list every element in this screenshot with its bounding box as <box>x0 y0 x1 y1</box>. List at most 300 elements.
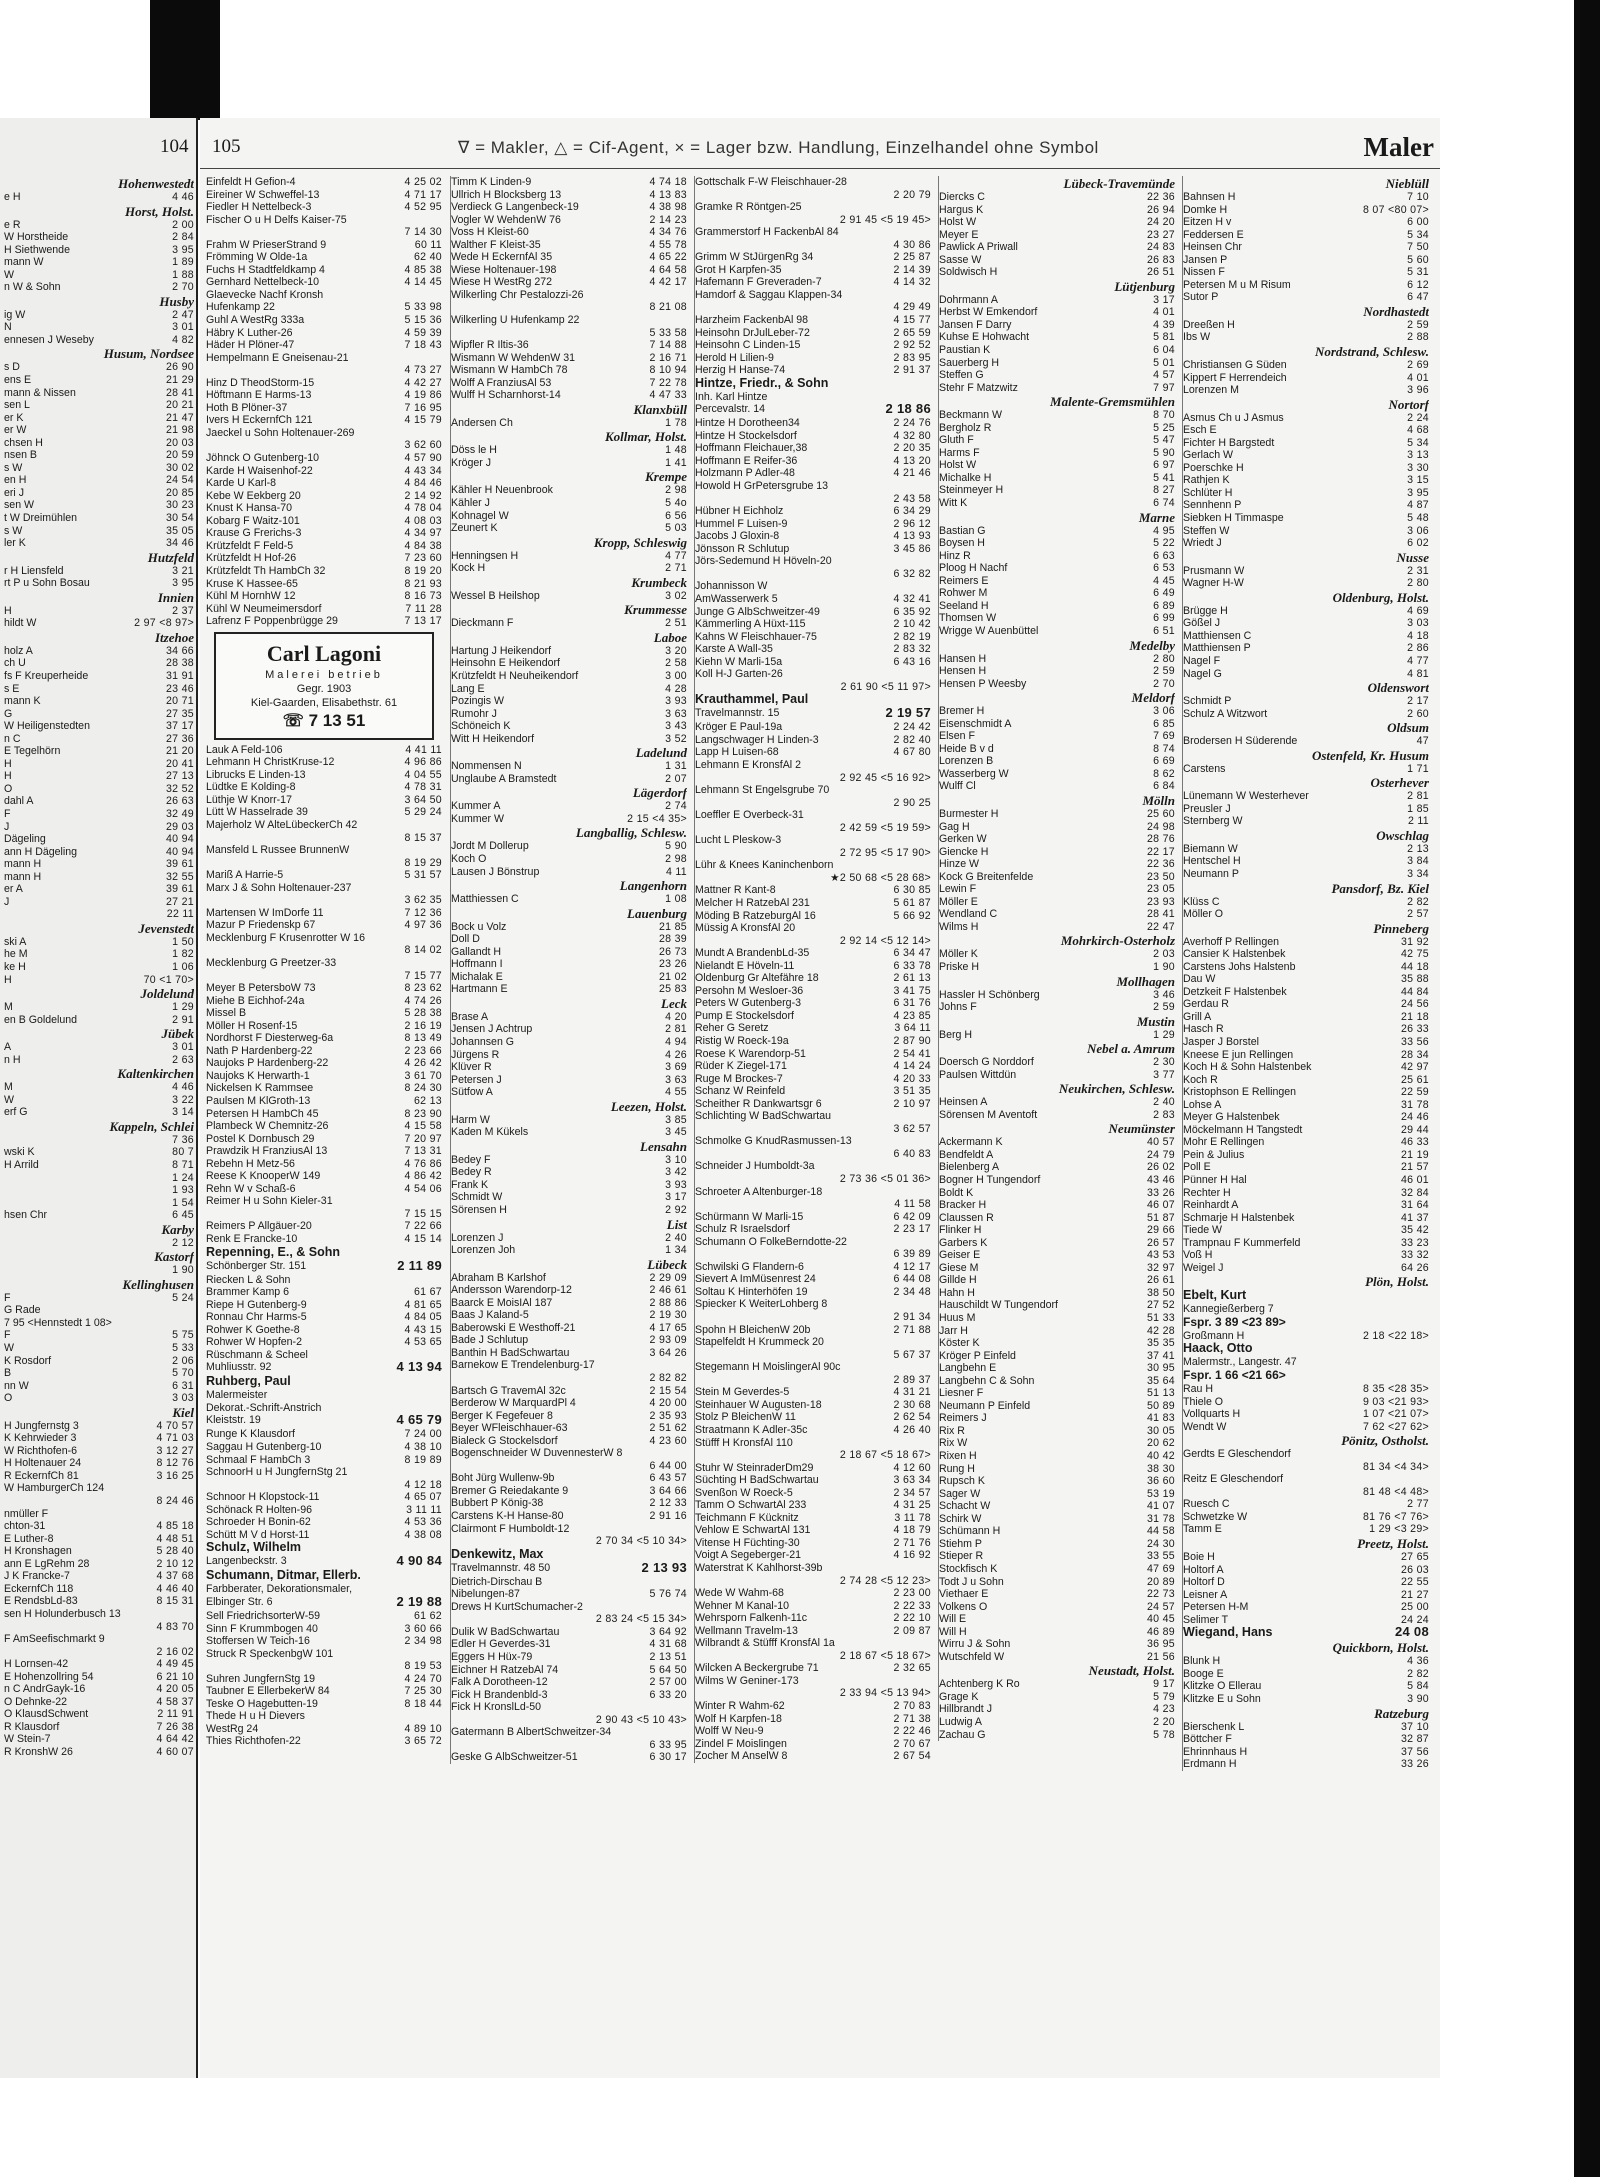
directory-entry <box>1183 331 1429 344</box>
entry-name: Berg H <box>939 1028 972 1041</box>
entry-name: Stein M Geverdes-5 <box>695 1386 790 1399</box>
town-heading: Nebel a. Amrum <box>1087 1041 1175 1057</box>
entry-name <box>451 1535 592 1548</box>
entry-name <box>695 1123 890 1136</box>
entry-phone: 28 76 <box>1146 833 1175 846</box>
directory-entry <box>695 1248 931 1261</box>
directory-entry <box>939 1362 1175 1375</box>
town-heading: Medelby <box>1129 637 1175 653</box>
directory-entry <box>695 593 931 606</box>
entry-phone: 2 61 90 <5 11 97> <box>840 680 931 693</box>
entry-name: Müssig A KronsfAl 20 <box>695 922 796 935</box>
directory-entry <box>206 1183 442 1196</box>
entry-name: Koll H-J Garten-26 <box>695 668 783 681</box>
entry-name: wski K <box>4 1146 35 1159</box>
entry-name: Spiecker K WeiterLohberg 8 <box>695 1298 828 1311</box>
directory-entry <box>1183 565 1429 578</box>
directory-entry <box>1183 1721 1429 1734</box>
directory-entry <box>4 374 194 387</box>
directory-entry <box>939 1096 1175 1109</box>
directory-entry <box>451 301 687 314</box>
directory-entry <box>695 391 931 404</box>
entry-phone: 2 87 90 <box>893 1035 931 1047</box>
entry-phone: 2 92 52 <box>893 339 931 352</box>
entry-phone: 2 13 <box>1407 842 1429 855</box>
entry-phone: 31 64 <box>1400 1199 1429 1212</box>
town-heading: Langballig, Schlesw. <box>575 825 687 841</box>
entry-phone: 38 50 <box>1146 1286 1175 1299</box>
entry-name: Rüder K Ziegel-171 <box>695 1060 787 1073</box>
entry-name: ann E LgRehm 28 <box>4 1557 90 1570</box>
entry-phone: 4 08 03 <box>404 514 442 527</box>
entry-phone: 4 20 33 <box>893 1072 931 1085</box>
directory-entry <box>206 1361 442 1375</box>
directory-entry <box>4 720 194 733</box>
entry-name: Großmann H <box>1183 1329 1245 1342</box>
town-heading: Ladelund <box>635 745 687 761</box>
entry-name: J <box>4 820 10 833</box>
entry-phone: 4 20 05 <box>156 1683 194 1696</box>
entry-name: Doll D <box>451 933 480 946</box>
directory-entry <box>451 1347 687 1360</box>
entry-phone: 4 39 <box>1153 318 1175 331</box>
entry-phone: 3 21 <box>172 564 194 577</box>
directory-entry <box>1183 936 1429 949</box>
entry-phone: 5 41 <box>1153 471 1175 484</box>
entry-phone: 64 26 <box>1400 1261 1429 1274</box>
entry-name: Siebken H Timmaspe <box>1183 512 1284 525</box>
directory-entry <box>4 1621 194 1634</box>
entry-phone: 8 19 29 <box>404 856 442 869</box>
entry-phone: 4 36 <box>1407 1655 1429 1668</box>
entry-phone: 2 54 41 <box>893 1047 931 1060</box>
entry-phone: 32 97 <box>1146 1261 1175 1274</box>
entry-name: Hargus K <box>939 203 984 216</box>
directory-entry <box>695 1022 931 1035</box>
directory-entry <box>4 605 194 618</box>
entry-name: Stoffersen W Teich-16 <box>206 1635 310 1648</box>
directory-entry <box>451 720 687 733</box>
entry-name: Schnoor H Klopstock-11 <box>206 1491 320 1504</box>
entry-phone: 21 19 <box>1400 1148 1429 1161</box>
entry-phone: 26 83 <box>1146 253 1175 266</box>
entry-phone: 1 88 <box>172 268 194 281</box>
directory-entry <box>451 1472 687 1485</box>
entry-name: Runge K Klausdorf <box>206 1428 295 1441</box>
entry-name: s W <box>4 524 23 537</box>
directory-entry <box>939 1350 1175 1363</box>
entry-name: Dulik W BadSchwartau <box>451 1625 560 1638</box>
directory-entry <box>451 1244 687 1257</box>
town-heading: Oldsum <box>1387 720 1429 736</box>
entry-name: Fuchs H Stadtfeldkamp 4 <box>206 263 325 276</box>
entry-name: Riecken L & Sohn <box>206 1273 291 1286</box>
entry-phone: 8 16 73 <box>404 590 442 603</box>
entry-name: Naujoks P Hardenberg-22 <box>206 1057 329 1070</box>
entry-phone: 3 62 60 <box>404 439 442 452</box>
entry-phone: 21 27 <box>1400 1588 1429 1601</box>
entry-phone: 2 92 45 <5 16 92> <box>839 771 931 784</box>
entry-phone: 50 89 <box>1146 1399 1175 1412</box>
entry-name: Wilkerling Chr Pestalozzi-26 <box>451 288 584 301</box>
entry-name: Heinsen Chr <box>1183 241 1242 254</box>
entry-name: Michalak E <box>451 970 503 983</box>
entry-name: Percevalstr. 14 <box>695 403 766 416</box>
directory-entry <box>206 1454 442 1467</box>
entry-name: Grage K <box>939 1690 979 1703</box>
entry-phone: 21 29 <box>165 374 194 387</box>
entry-name: Wilcken A Beckergrube 71 <box>695 1662 819 1675</box>
directory-entry <box>939 434 1175 447</box>
entry-phone: 26 61 <box>1146 1274 1175 1287</box>
entry-name: R EckernfCh 81 <box>4 1469 79 1482</box>
entry-name: H <box>4 604 12 617</box>
entry-phone: 1 90 <box>172 1264 194 1277</box>
directory-entry <box>451 1385 687 1398</box>
directory-entry <box>939 306 1175 319</box>
entry-name: Hintze H Dorotheen34 <box>695 417 800 430</box>
directory-entry <box>1183 1655 1429 1668</box>
entry-name: Harms F <box>939 446 980 459</box>
directory-entry <box>1183 868 1429 881</box>
directory-entry <box>206 995 442 1008</box>
directory-entry <box>1183 617 1429 630</box>
entry-name: Koch R <box>1183 1073 1218 1086</box>
directory-entry <box>4 399 194 412</box>
entry-phone: 6 00 <box>1407 216 1429 229</box>
entry-name: Wehner M Kanal-10 <box>695 1599 790 1612</box>
directory-entry <box>4 1304 194 1317</box>
entry-name: Melcher H RatzebAl 231 <box>695 896 810 909</box>
entry-name: Lüthje W Knorr-17 <box>206 793 292 806</box>
entry-name: SchnoorH u H JungfernStg 21 <box>206 1466 348 1479</box>
entry-phone: 4 13 20 <box>893 454 931 467</box>
directory-entry <box>939 1375 1175 1388</box>
entry-phone: 5 33 98 <box>404 301 442 314</box>
entry-phone: 30 23 <box>165 499 194 512</box>
entry-phone: 4 34 76 <box>649 226 687 239</box>
directory-entry <box>695 1085 931 1098</box>
town-heading: Horst, Holst. <box>125 203 194 219</box>
entry-name: Holzmann P Adler-48 <box>695 467 795 480</box>
directory-entry <box>939 948 1175 961</box>
entry-name <box>695 1449 836 1462</box>
entry-name <box>695 1374 890 1387</box>
entry-name: Huus M <box>939 1312 976 1325</box>
entry-phone: 5 64 50 <box>649 1663 687 1676</box>
entry-name: Heinsohn C Linden-15 <box>695 339 801 352</box>
entry-name: Feddersen E <box>1183 228 1244 241</box>
entry-name <box>695 1650 836 1663</box>
directory-entry <box>695 822 931 835</box>
directory-entry <box>695 972 931 985</box>
entry-name: Doersch G Norddorf <box>939 1056 1034 1069</box>
entry-phone: 2 16 71 <box>649 351 687 364</box>
entry-name: Petersen J <box>451 1073 502 1086</box>
entry-phone: 2 67 54 <box>893 1750 931 1763</box>
entry-phone: 2 82 <box>1407 1667 1429 1680</box>
entry-name: Dietrich-Dirschau B <box>451 1575 543 1588</box>
directory-entry <box>4 745 194 758</box>
directory-entry <box>206 1349 442 1362</box>
directory-entry <box>939 871 1175 884</box>
directory-entry <box>4 487 194 500</box>
entry-phone: 5 29 24 <box>404 806 442 819</box>
entry-name: Schirk W <box>939 1512 982 1525</box>
entry-name: Petersen H-M <box>1183 1601 1249 1614</box>
directory-entry <box>695 189 931 202</box>
entry-name <box>451 1460 646 1473</box>
directory-entry <box>1183 1036 1429 1049</box>
entry-phone: 6 53 <box>1153 562 1175 575</box>
directory-entry <box>4 424 194 437</box>
entry-name: en H <box>4 474 27 487</box>
entry-phone: 2 71 <box>665 562 687 575</box>
directory-entry <box>695 1687 931 1700</box>
directory-entry <box>1183 1601 1429 1614</box>
town-heading: Leezen, Holst. <box>610 1098 687 1114</box>
entry-phone: 6 51 <box>1153 624 1175 637</box>
entry-phone: 8 19 89 <box>404 1453 442 1466</box>
entry-name: Johannisson W <box>695 580 768 593</box>
town-heading: Pinneberg <box>1373 920 1429 936</box>
entry-name: Persohn M Wesloer-36 <box>695 984 804 997</box>
directory-entry <box>4 1570 194 1583</box>
directory-entry <box>206 377 442 390</box>
entry-phone: 2 51 <box>665 617 687 630</box>
directory-entry <box>4 1595 194 1608</box>
entry-name: Gerken W <box>939 833 987 846</box>
directory-entry <box>939 1029 1175 1042</box>
entry-phone: 24 57 <box>1146 1600 1175 1613</box>
entry-phone: 7 25 30 <box>404 1685 442 1698</box>
entry-name: n H <box>4 1053 21 1066</box>
entry-name: Soldwisch H <box>939 266 998 279</box>
entry-phone: 36 95 <box>1146 1638 1175 1651</box>
directory-entry <box>1183 1448 1429 1461</box>
entry-name: Prawdzik H FranziusAl 13 <box>206 1145 328 1158</box>
entry-phone: 2 58 <box>665 657 687 670</box>
entry-name: Wilms W Geniner-173 <box>695 1674 799 1687</box>
entry-name: Todt J u Sohn <box>939 1575 1004 1588</box>
directory-entry <box>695 314 931 327</box>
entry-phone: 1 29 <box>1153 1028 1175 1041</box>
entry-phone: 3 64 66 <box>649 1484 687 1497</box>
directory-entry <box>451 1297 687 1310</box>
directory-entry <box>695 289 931 302</box>
entry-name: Krauthammel, Paul <box>695 693 809 707</box>
entry-name: Krützfeldt Th HambCh 32 <box>206 564 326 577</box>
directory-entry <box>939 550 1175 563</box>
entry-name: Fspr. 3 89 <23 89> <box>1183 1315 1286 1329</box>
entry-phone: 2 22 46 <box>893 1725 931 1738</box>
directory-entry <box>451 1651 687 1664</box>
entry-phone: 4 26 42 <box>404 1057 442 1070</box>
directory-entry <box>451 1114 687 1127</box>
entry-name: Nath P Hardenberg-22 <box>206 1044 313 1057</box>
directory-entry <box>939 1161 1175 1174</box>
entry-phone: 44 58 <box>1146 1525 1175 1538</box>
directory-entry <box>695 721 931 734</box>
directory-entry <box>939 1463 1175 1476</box>
entry-name: Jöhnck O Gutenberg-10 <box>206 452 320 465</box>
entry-phone: 8 07 <80 07> <box>1362 203 1429 216</box>
entry-name: Langenbeckstr. 3 <box>206 1555 287 1568</box>
entry-phone: 3 93 <box>665 695 687 708</box>
directory-entry <box>695 505 931 518</box>
entry-name: Bremer G Reiedakante 9 <box>451 1484 569 1497</box>
entry-phone: 5 76 74 <box>649 1588 687 1601</box>
entry-phone: 2 11 91 <box>157 1708 194 1721</box>
entry-name: Wilbrandt & Stüfff KronsfAl 1a <box>695 1637 835 1650</box>
directory-entry <box>1183 1074 1429 1087</box>
directory-entry <box>1183 437 1429 450</box>
directory-entry <box>206 515 442 528</box>
directory-entry <box>4 1106 194 1119</box>
directory-entry <box>451 695 687 708</box>
entry-phone: 3 00 <box>665 669 687 682</box>
entry-phone: 2 59 <box>1407 318 1429 331</box>
directory-entry <box>451 1638 687 1651</box>
directory-entry <box>939 1691 1175 1704</box>
entry-name: Lehmann E KronsfAl 2 <box>695 758 801 771</box>
directory-entry <box>4 1014 194 1027</box>
entry-name: Nibelungen-87 <box>451 1588 520 1601</box>
directory-entry <box>451 1714 687 1727</box>
entry-name: en B Goldelund <box>4 1013 78 1026</box>
directory-entry <box>939 883 1175 896</box>
town-heading: Leck <box>661 995 687 1011</box>
directory-entry <box>695 352 931 365</box>
entry-phone: 3 17 <box>1153 293 1175 306</box>
directory-entry <box>4 783 194 796</box>
entry-phone: 24 46 <box>1400 1111 1429 1124</box>
directory-entry <box>939 808 1175 821</box>
directory-entry <box>451 1676 687 1689</box>
entry-phone: 2 25 87 <box>893 251 931 264</box>
entry-name: Einfeldt H Gefion-4 <box>206 176 296 188</box>
directory-entry <box>939 1056 1175 1069</box>
directory-entry <box>4 1746 194 1759</box>
entry-phone: 4 67 80 <box>893 746 931 759</box>
entry-phone: 4 96 86 <box>404 756 442 769</box>
town-heading: Lübeck <box>647 1256 687 1272</box>
entry-name: H Holtenauer 24 <box>4 1457 82 1470</box>
entry-name: Häbry K Luther-26 <box>206 326 293 339</box>
directory-entry <box>206 364 442 377</box>
directory-entry <box>4 474 194 487</box>
entry-name: Winter R Wahm-62 <box>695 1699 785 1712</box>
entry-name: Schulz, Wilhelm <box>206 1541 302 1555</box>
entry-phone: 4 64 42 <box>156 1733 194 1746</box>
entry-name: Pünner H Hal <box>1183 1174 1247 1186</box>
scan-edge-top <box>150 0 220 120</box>
entry-name: Rohwer M <box>939 587 988 600</box>
directory-entry <box>695 1148 931 1161</box>
entry-phone: 7 10 <box>1407 191 1429 203</box>
entry-name: Rüschmann & Scheel <box>206 1348 308 1361</box>
directory-entry <box>695 1437 931 1450</box>
directory-entry <box>939 1576 1175 1589</box>
entry-phone: 7 20 97 <box>404 1132 442 1145</box>
entry-name: Timm K Linden-9 <box>451 176 532 188</box>
entry-phone: 3 11 78 <box>894 1511 931 1524</box>
entry-name: Elsen F <box>939 730 975 743</box>
directory-entry <box>206 1145 442 1158</box>
entry-name: Gerlach W <box>1183 449 1234 462</box>
entry-name: Schmidt P <box>1183 695 1232 708</box>
entry-phone: 5 81 <box>1153 331 1175 344</box>
entry-name: Hufenkamp 22 <box>206 301 275 314</box>
town-heading: Krempe <box>645 469 687 485</box>
entry-name: Rohwer W Hopfen-2 <box>206 1336 302 1349</box>
directory-entry <box>206 982 442 995</box>
directory-entry <box>939 369 1175 382</box>
entry-phone: 5 4o <box>665 497 687 510</box>
entry-phone: 2 23 66 <box>404 1044 442 1057</box>
entry-name: Böttcher F <box>1183 1733 1232 1746</box>
entry-phone: 4 86 42 <box>404 1170 442 1183</box>
entry-name: Holst W <box>939 459 977 472</box>
entry-phone: 2 14 23 <box>649 213 687 226</box>
entry-phone: 7 16 95 <box>404 401 442 414</box>
directory-entry <box>939 1678 1175 1691</box>
entry-name: sen W <box>4 499 35 512</box>
entry-phone: 22 36 <box>1146 858 1175 871</box>
directory-entry <box>939 1224 1175 1237</box>
entry-name: Wessel B Heilshop <box>451 589 540 602</box>
entry-name: Andersen Ch <box>451 416 513 429</box>
directory-entry <box>451 1232 687 1245</box>
entry-phone: 35 88 <box>1400 973 1429 986</box>
entry-phone: 6 74 <box>1153 497 1175 510</box>
entry-phone: 2 29 09 <box>649 1271 687 1284</box>
entry-phone: 4 38 10 <box>404 1441 442 1454</box>
entry-name: Carstens Johs Halstenb <box>1183 960 1296 973</box>
entry-phone: 5 24 <box>172 1291 194 1304</box>
directory-entry <box>206 1170 442 1183</box>
directory-entry <box>939 653 1175 666</box>
entry-name: Lang E <box>451 682 485 695</box>
directory-entry <box>939 254 1175 267</box>
directory-entry <box>4 1420 194 1433</box>
town-heading: Karby <box>161 1221 194 1237</box>
entry-phone: 2 34 48 <box>893 1285 931 1298</box>
entry-name: Nommensen N <box>451 760 522 773</box>
directory-entry <box>939 191 1175 204</box>
directory-entry <box>695 1286 931 1299</box>
entry-name: ch U <box>4 657 26 670</box>
entry-name: Teichmann F Kücknitz <box>695 1511 799 1524</box>
directory-entry <box>206 301 442 314</box>
directory-entry <box>4 936 194 949</box>
entry-name: Klitzke E u Sohn <box>1183 1692 1261 1705</box>
entry-phone: 4 19 86 <box>404 389 442 402</box>
entry-name: Witt H Heikendorf <box>451 732 535 745</box>
entry-phone: 42 75 <box>1400 948 1429 961</box>
directory-entry <box>939 409 1175 422</box>
entry-phone: 1 29 <3 29> <box>1369 1523 1429 1536</box>
entry-name: Erdmann H <box>1183 1758 1237 1771</box>
entry-phone: 4 68 <box>1407 424 1429 437</box>
directory-entry <box>695 214 931 227</box>
entry-name <box>451 301 646 314</box>
entry-phone: 5 33 58 <box>649 326 687 339</box>
entry-phone: 27 52 <box>1146 1299 1175 1312</box>
entry-name: Bubbert P König-38 <box>451 1497 544 1510</box>
directory-entry <box>4 948 194 961</box>
entry-name: E RendsbLd-83 <box>4 1595 78 1608</box>
